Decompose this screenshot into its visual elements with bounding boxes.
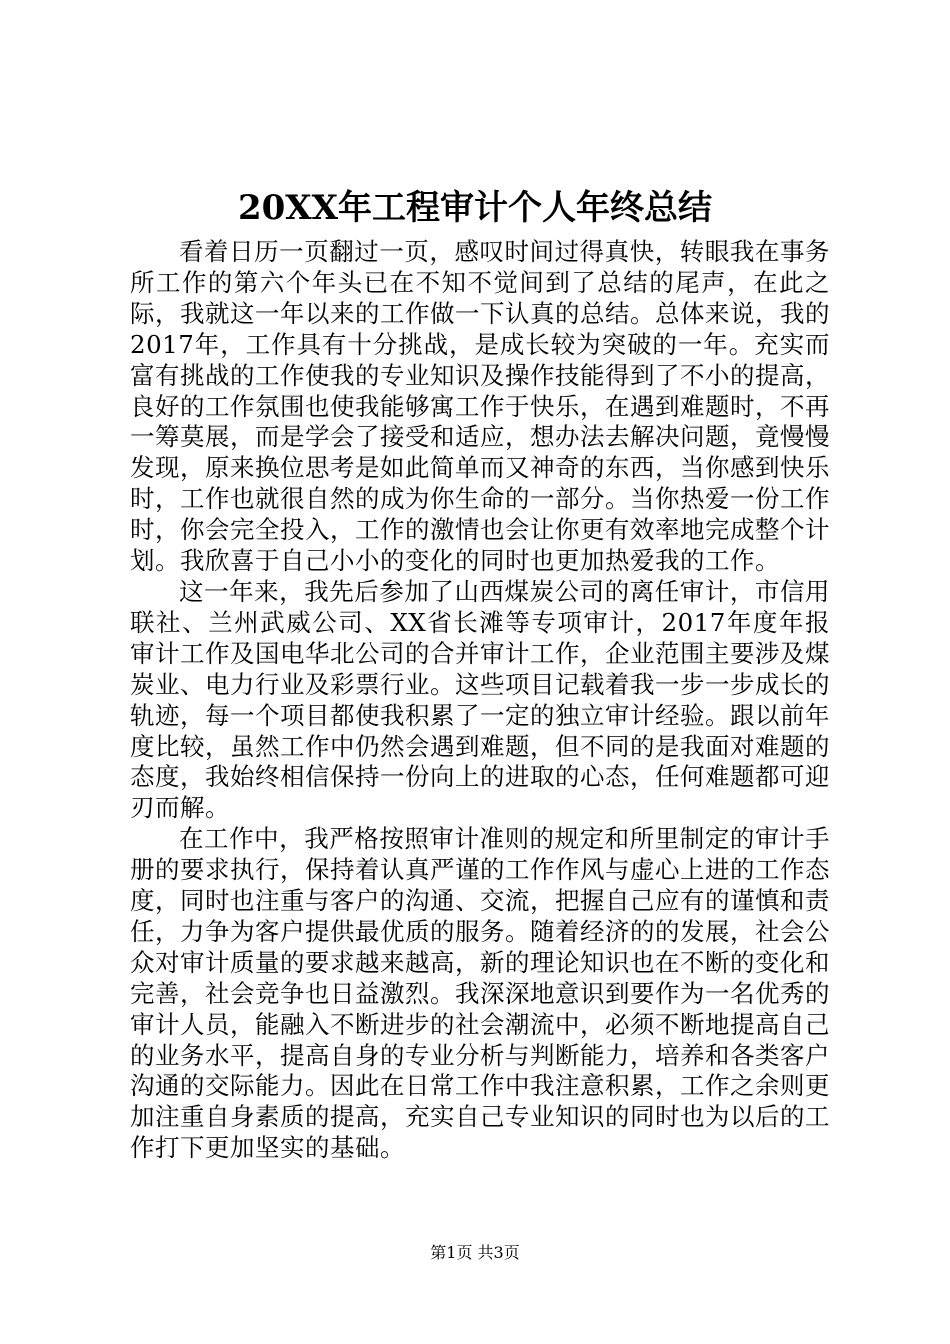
document-title: 20XX年工程审计个人年终总结: [237, 188, 713, 228]
body-paragraph-2: 这一年来，我先后参加了山西煤炭公司的离任审计，市信用联社、兰州武威公司、XX省长滩等专项审计，2017年度年报审计工作及国电华北公司的合并审计工作，企业范围主要涉及煤炭业、电力行业及彩票行业。这些项目记载着我一步一步成长的轨迹，每一个项目都使我积累了一定的独立审计经验。跟以前年度比较，虽然工作中仍然会遇到难题，但不同的是我面对难题的态度，我始终相信保持一份向上的进取的心态，任何难题都可迎刃而解。: [130, 576, 830, 823]
body-paragraph-1: 看着日历一页翻过一页，感叹时间过得真快，转眼我在事务所工作的第六个年头已在不知不觉间到了总结的尾声，在此之际，我就这一年以来的工作做一下认真的总结。总体来说，我的2017年，工作具有十分挑战，是成长较为突破的一年。充实而富有挑战的工作使我的专业知识及操作技能得到了不小的提高，良好的工作氛围也使我能够寓工作于快乐，在遇到难题时，不再一筹莫展，而是学会了接受和适应，想办法去解决问题，竟慢慢发现，原来换位思考是如此简单而又神奇的东西，当你感到快乐时，工作也就很自然的成为你生命的一部分。当你热爱一份工作时，你会完全投入，工作的激情也会让你更有效率地完成整个计划。我欣喜于自己小小的变化的同时也更加热爱我的工作。: [130, 237, 830, 576]
page-number-footer: 第1页 共3页: [430, 1243, 520, 1262]
document-body: [130, 237, 830, 1164]
body-paragraph-3: 在工作中，我严格按照审计准则的规定和所里制定的审计手册的要求执行，保持着认真严谨的工作作风与虚心上进的工作态度，同时也注重与客户的沟通、交流，把握自己应有的谨慎和责任，力争为客户提供最优质的服务。随着经济的的发展，社会公众对审计质量的要求越来越高，新的理论知识也在不断的变化和完善，社会竞争也日益激烈。我深深地意识到要作为一名优秀的审计人员，能融入不断进步的社会潮流中，必须不断地提高自己的业务水平，提高自身的专业分析与判断能力，培养和各类客户沟通的交际能力。因此在日常工作中我注意积累，工作之余则更加注重自身素质的提高，充实自己专业知识的同时也为以后的工作打下更加坚实的基础。: [130, 824, 830, 1163]
